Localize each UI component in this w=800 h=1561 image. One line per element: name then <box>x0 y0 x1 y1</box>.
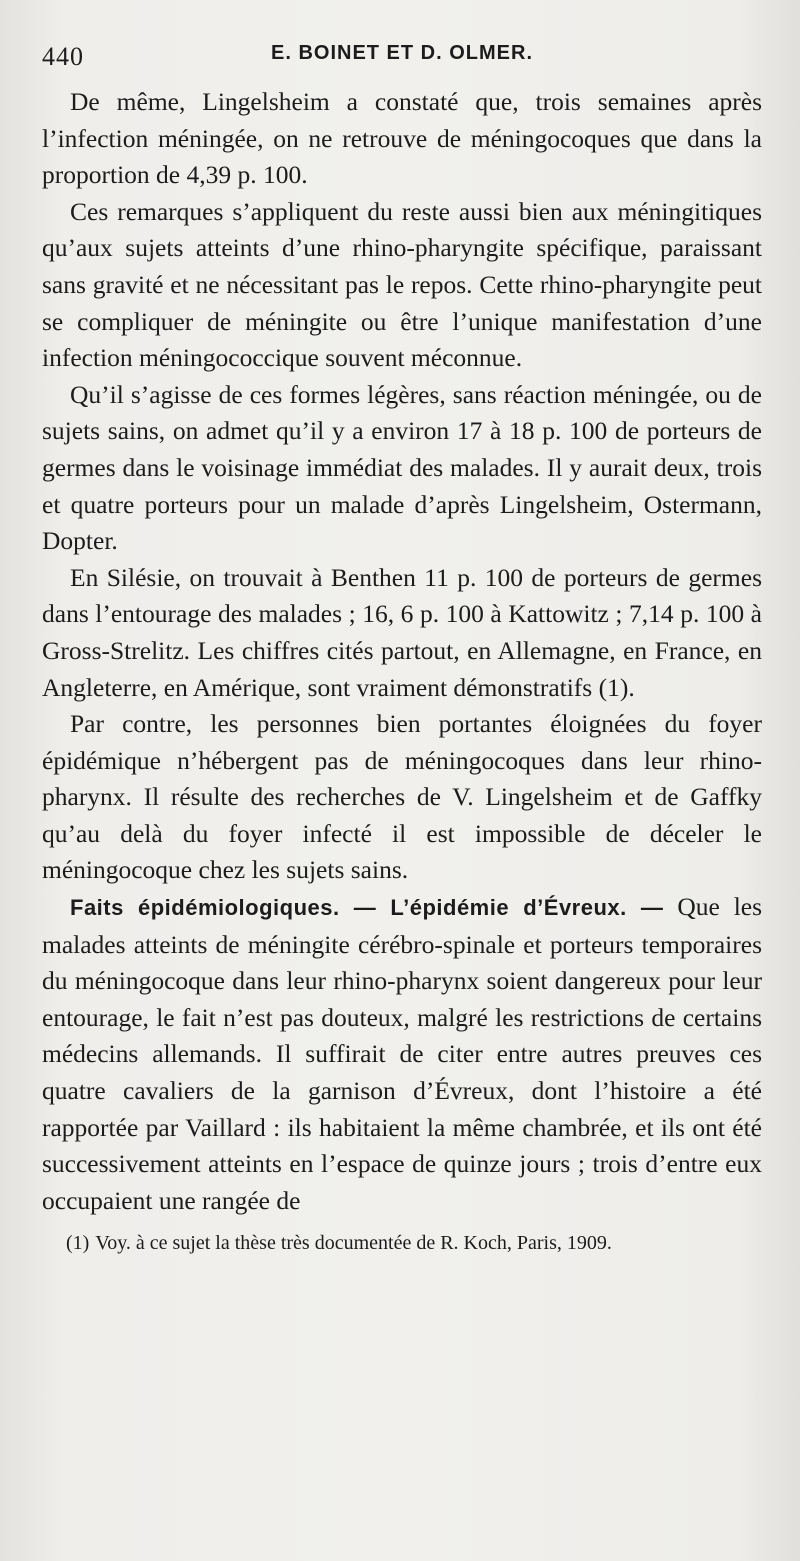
page-number: 440 <box>42 42 84 71</box>
running-title: E. BOINET ET D. OLMER. <box>270 42 533 64</box>
paragraph: Ces remarques s’appliquent du reste aussi bien aux méningitiques qu’aux sujets atteints d’une rhino-pharyngite spécifique, paraissant sans gravité et ne nécessitant pas le repos. Cette rhino-pharyngite peut se compliquer de méningite ou être l’unique manifestation d’une infection méningococcique souvent méconnue. <box>42 196 762 373</box>
section-paragraph <box>42 889 762 1219</box>
footnote-text: Voy. à ce sujet la thèse très documentée de R. Koch, Paris, 1909. <box>95 1232 612 1255</box>
section-heading: Faits épidémiologiques. — L’épidémie d’Évreux. — <box>70 895 664 921</box>
section-text: Que les malades atteints de méningite cérébro-spinale et porteurs temporaires du méningocoque dans leur rhino-pharynx soient dangereux pour leur entourage, le fait n’est pas douteux, malgré les restrictions de certains médecins allemands. Il suffirait de citer entre autres preuves ces quatre cavaliers de la garnison d’Évreux, dont l’histoire a été rapportée par Vaillard : ils habitaient la même chambrée, et ils ont été successivement atteints en l’espace de quinze jours ; trois d’entre eux occupaient une rangée de <box>42 892 763 1215</box>
body-text <box>42 84 762 1219</box>
footnote <box>42 1229 762 1257</box>
running-head <box>42 36 762 76</box>
paragraph: Par contre, les personnes bien portantes éloignées du foyer épidémique n’hébergent pas de méningocoques dans leur rhino-pharynx. Il résulte des recherches de V. Lingelsheim et de Gaffky qu’au delà du foyer infecté il est impossible de déceler le méningocoque chez les sujets sains. <box>42 709 762 885</box>
paragraph: En Silésie, on trouvait à Benthen 11 p. 100 de porteurs de germes dans l’entourage des malades ; 16, 6 p. 100 à Kattowitz ; 7,14 p. 100 à Gross-Strelitz. Les chiffres cités partout, en Allemagne, en France, en Angleterre, en Amérique, sont vraiment démonstratifs (1). <box>42 562 762 702</box>
paragraph: De même, Lingelsheim a constaté que, trois semaines après l’infection méningée, on ne retrouve de méningocoques que dans la proportion de 4,39 p. 100. <box>42 87 762 190</box>
paragraph: Qu’il s’agisse de ces formes légères, sans réaction méningée, ou de sujets sains, on admet qu’il y a environ 17 à 18 p. 100 de porteurs de germes dans le voisinage immédiat des malades. Il y aurait deux, trois et quatre porteurs pour un malade d’après Lingelsheim, Ostermann, Dopter. <box>42 379 762 556</box>
footnote-marker: (1) <box>66 1232 90 1255</box>
